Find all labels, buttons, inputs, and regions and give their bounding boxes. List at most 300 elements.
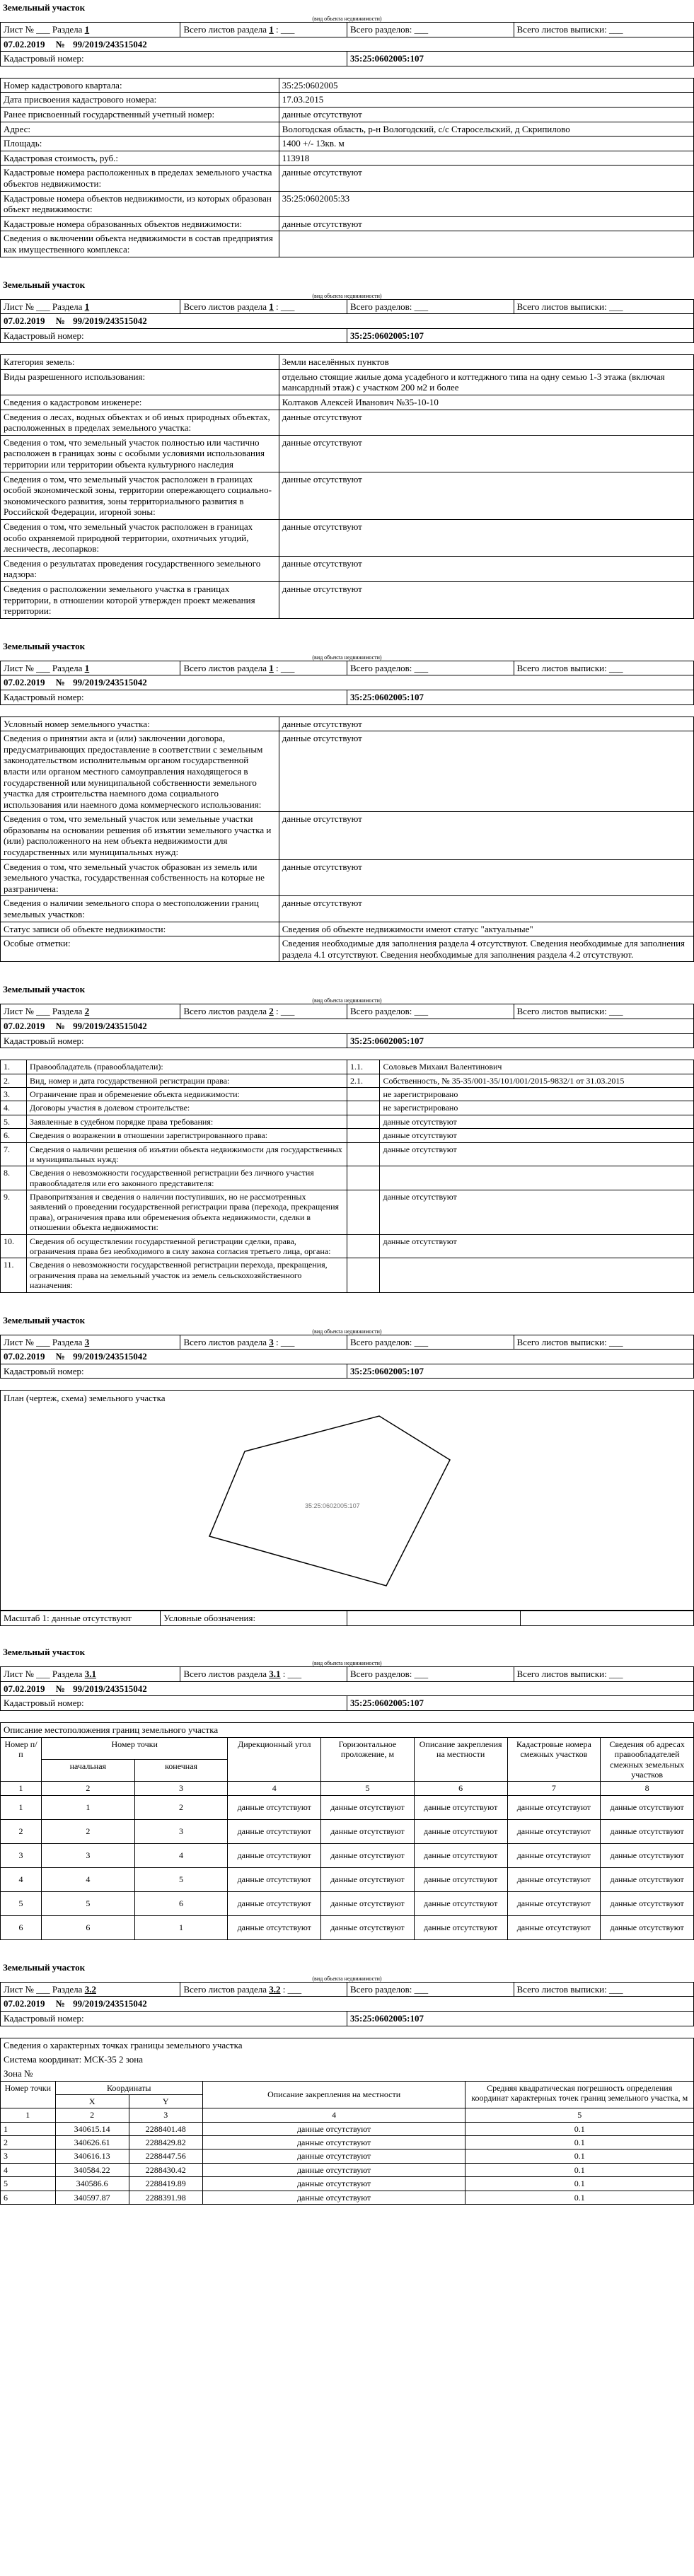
field-label: Сведения о принятии акта и (или) заключении договора, предусматривающих предоставление в соответствии с земельным законодательством исполнительным органом государственной власти или органом местного самоуправления находящегося в государственной или муниципальной собственности земельного участка для строительства наемного дома социального использования или наемного дома коммерческого использования:: [1, 731, 279, 812]
table-row: [1, 1234, 694, 1258]
section-label: Раздела: [52, 1336, 83, 1347]
section-label: Раздела: [52, 1983, 83, 1995]
table-cell: данные отсутствуют: [202, 2136, 465, 2149]
table-cell: данные отсутствуют: [601, 1819, 694, 1843]
sheet-label: Лист №: [4, 1006, 34, 1017]
column-header: Кадастровые номера смежных участков: [507, 1737, 601, 1782]
table-cell: 340584.22: [55, 2163, 129, 2176]
extract-date: 07.02.2019: [4, 1021, 45, 1031]
table-cell: данные отсутствуют: [228, 1915, 321, 1939]
section-header: [0, 639, 694, 716]
table-cell: 1: [1, 2122, 56, 2135]
sheet-blank: ___: [36, 1983, 50, 1995]
table-cell: данные отсутствуют: [414, 1843, 507, 1867]
sheet-label: Лист №: [4, 1336, 34, 1347]
object-type-caption: (вид объекта недвижимости): [312, 1975, 382, 1982]
section-header: [0, 1313, 694, 1391]
section-header: [0, 1644, 694, 1722]
row-number: 6.: [1, 1129, 27, 1142]
blank: ___: [608, 1006, 623, 1017]
table-row: [1, 191, 694, 216]
cadastral-number: 35:25:0602005:107: [347, 328, 693, 343]
table-cell: данные отсутствуют: [414, 1915, 507, 1939]
blank: ___: [608, 1668, 623, 1679]
total-sections-label: Всего разделов:: [349, 24, 412, 35]
sub-number: [347, 1101, 379, 1115]
total-extract-sheets-label: Всего листов выписки:: [516, 1983, 607, 1995]
field-value: отдельно стоящие жилые дома усадебного и коттеджного типа на одну семью 1-3 этажа (включая мансардный этаж) с участком 200 м2 и более: [279, 369, 693, 395]
total-section-sheets: 3.2: [269, 1983, 281, 1995]
sheet-blank: ___: [36, 662, 50, 673]
table-cell: данные отсутствуют: [601, 1795, 694, 1819]
object-type-caption: (вид объекта недвижимости): [312, 654, 382, 661]
table-cell: данные отсутствуют: [414, 1867, 507, 1891]
points-header: [0, 2038, 694, 2081]
table-cell: 2: [1, 1819, 42, 1843]
blank: ___: [280, 24, 295, 35]
table-row: [1, 1087, 694, 1101]
total-extract-sheets-label: Всего листов выписки:: [516, 24, 607, 35]
section-label: Раздела: [52, 301, 83, 312]
blank: ___: [414, 301, 429, 312]
column-number: 4: [228, 1782, 321, 1795]
field-value: данные отсутствуют: [279, 716, 693, 731]
field-label: Сведения о том, что земельный участок расположен в границах особо охраняемой природной территории, охотничьих угодий, лесничеств, лесопарков:: [1, 520, 279, 557]
field-value: данные отсутствуют: [380, 1142, 694, 1166]
field-label: Сведения о лесах, водных объектах и об иных природных объектах, расположенных в пределах земельного участка:: [1, 410, 279, 435]
field-label: Сведения о возражении в отношении зарегистрированного права:: [27, 1129, 347, 1142]
section-header: [0, 982, 694, 1060]
total-sections-label: Всего разделов:: [349, 1983, 412, 1995]
table-cell: данные отсутствуют: [601, 1867, 694, 1891]
table-cell: 2288419.89: [129, 2177, 202, 2191]
table-row: [1, 936, 694, 962]
column-number: 2: [42, 1782, 135, 1795]
field-label: Кадастровые номера объектов недвижимости, из которых образован объект недвижимости:: [1, 191, 279, 216]
plan-title: План (чертеж, схема) земельного участка: [4, 1393, 166, 1404]
field-label: Сведения об осуществлении государственной регистрации сделки, права, ограничения права без необходимого в силу закона согласия третьего лица, органа:: [27, 1234, 347, 1258]
column-number: 2: [55, 2108, 129, 2122]
sheet-blank: ___: [36, 24, 50, 35]
table-cell: данные отсутствуют: [321, 1867, 415, 1891]
table-title: Описание местоположения границ земельного участка: [0, 1722, 694, 1737]
cadastral-label: Кадастровый номер:: [1, 1033, 347, 1048]
table-cell: данные отсутствуют: [228, 1843, 321, 1867]
sheet-blank: ___: [36, 1668, 50, 1679]
section-label: Раздела: [52, 1006, 83, 1017]
table-cell: данные отсутствуют: [414, 1795, 507, 1819]
table-row: [1, 556, 694, 581]
table-cell: данные отсутствуют: [321, 1795, 415, 1819]
table-row: [1, 1142, 694, 1166]
field-label: Правопритязания и сведения о наличии поступивших, но не рассмотренных заявлений о проведении государственной регистрации права (перехода, прекращения права), ограничения права или обременения объекта недвижимости, сделки в отношении объекта недвижимости:: [27, 1190, 347, 1235]
registration-number: 99/2019/243515042: [73, 1021, 147, 1031]
field-label: Сведения о том, что земельный участок образован из земель или земельного участка, государственная собственность на которые не разграничена:: [1, 859, 279, 896]
table-cell: данные отсутствуют: [601, 1891, 694, 1915]
table-row: [1, 1129, 694, 1142]
sub-number: [347, 1166, 379, 1190]
info-table: [0, 78, 694, 257]
column-number: 7: [507, 1782, 601, 1795]
extract-date: 07.02.2019: [4, 315, 45, 327]
field-value: Собственность, № 35-35/001-35/101/001/2015-9832/1 от 31.03.2015: [380, 1074, 694, 1087]
extract-date: 07.02.2019: [4, 1998, 45, 2009]
table-row: [1, 812, 694, 859]
sheet-info-table: Лист № ___ Раздела 1 Всего листов раздела 1 : ___ Всего разделов: ___ Всего листов выписки: ___ 07.02.2019 № 99/2019/243515042 Кадастровый номер: 35:25:0602005:107: [0, 661, 694, 705]
table-row: [1, 2136, 694, 2149]
field-value: 35:25:0602005:33: [279, 191, 693, 216]
table-cell: 340615.14: [55, 2122, 129, 2135]
table-row: [1, 1258, 694, 1292]
table-cell: 1: [134, 1915, 228, 1939]
sub-number: [347, 1190, 379, 1235]
blank: ___: [280, 1006, 295, 1017]
number-sign: №: [55, 1021, 65, 1031]
column-subheader: начальная: [42, 1760, 135, 1782]
field-label: Кадастровые номера расположенных в пределах земельного участка объектов недвижимости:: [1, 166, 279, 191]
field-label: Условный номер земельного участка:: [1, 716, 279, 731]
cadastral-label: Кадастровый номер:: [1, 52, 347, 66]
column-header: Дирекционный угол: [228, 1737, 321, 1782]
field-value: данные отсутствуют: [279, 859, 693, 896]
table-row: [1, 896, 694, 922]
table-cell: 5: [42, 1891, 135, 1915]
table-cell: 0.1: [465, 2136, 694, 2149]
row-number: 2.: [1, 1074, 27, 1087]
table-cell: 2288430.42: [129, 2163, 202, 2176]
registration-number: 99/2019/243515042: [73, 1351, 147, 1362]
table-cell: 3: [1, 1843, 42, 1867]
info-table: [0, 716, 694, 963]
row-number: 1.: [1, 1060, 27, 1074]
table-row: [1, 137, 694, 151]
section-title: Земельный участок: [3, 2, 86, 13]
table-cell: данные отсутствуют: [601, 1915, 694, 1939]
field-label: Особые отметки:: [1, 936, 279, 962]
field-label: Ранее присвоенный государственный учетный номер:: [1, 107, 279, 122]
blank: ___: [608, 1983, 623, 1995]
table-cell: данные отсутствуют: [414, 1891, 507, 1915]
table-row: [1, 1867, 694, 1891]
plan-drawing: [1, 1409, 693, 1607]
table-row: [1, 1795, 694, 1819]
field-label: Договоры участия в долевом строительстве:: [27, 1101, 347, 1115]
table-row: [1, 581, 694, 618]
table-cell: данные отсутствуют: [321, 1915, 415, 1939]
table-row: [1, 2163, 694, 2176]
column-header: Описание закрепления на местности: [202, 2081, 465, 2108]
table-row: [1, 1101, 694, 1115]
section-title: Земельный участок: [3, 279, 86, 290]
field-label: Сведения о кадастровом инженере:: [1, 395, 279, 410]
table-cell: 4: [1, 2163, 56, 2176]
table-row: [1, 1166, 694, 1190]
field-value: данные отсутствуют: [279, 107, 693, 122]
cadastral-number: 35:25:0602005:107: [347, 1696, 693, 1711]
table-cell: 4: [134, 1843, 228, 1867]
table-row: [1, 716, 694, 731]
field-value: 1400 +/- 13кв. м: [279, 137, 693, 151]
table-row: [1, 859, 694, 896]
cadastral-label: Кадастровый номер:: [1, 1696, 347, 1711]
section-label: Раздела: [52, 662, 83, 673]
registration-number: 99/2019/243515042: [73, 38, 147, 50]
blank: ___: [608, 301, 623, 312]
table-cell: данные отсутствуют: [202, 2177, 465, 2191]
blank: ___: [414, 1668, 429, 1679]
column-header: Номер точки: [42, 1737, 228, 1759]
cadastral-number: 35:25:0602005:107: [347, 1033, 693, 1048]
extract-date: 07.02.2019: [4, 38, 45, 50]
section-number: 2: [84, 1006, 90, 1017]
section-number: 1: [84, 24, 90, 35]
total-section-sheets: 1: [269, 662, 274, 673]
field-value: 17.03.2015: [279, 93, 693, 108]
sub-number: [347, 1258, 379, 1292]
table-cell: данные отсутствуют: [321, 1843, 415, 1867]
table-cell: 2288391.98: [129, 2191, 202, 2204]
table-row: [1, 2177, 694, 2191]
row-number: 5.: [1, 1115, 27, 1128]
field-label: Площадь:: [1, 137, 279, 151]
extract-date: 07.02.2019: [4, 1683, 45, 1694]
sub-number: [347, 1129, 379, 1142]
total-sections-label: Всего разделов:: [349, 1668, 412, 1679]
table-cell: 4: [1, 1867, 42, 1891]
section-number: 3.2: [84, 1983, 96, 1995]
field-label: Вид, номер и дата государственной регистрации права:: [27, 1074, 347, 1087]
field-label: Номер кадастрового квартала:: [1, 78, 279, 93]
section-number: 3: [84, 1336, 90, 1347]
field-value: данные отсутствуют: [279, 581, 693, 618]
column-subheader: X: [55, 2094, 129, 2108]
blank: ___: [414, 662, 429, 673]
table-row: [1, 1915, 694, 1939]
blank: ___: [414, 1006, 429, 1017]
table-row: [1, 107, 694, 122]
field-value: [380, 1166, 694, 1190]
total-sections-label: Всего разделов:: [349, 662, 412, 673]
field-label: Правообладатель (правообладатели):: [27, 1060, 347, 1074]
parcel-label: 35:25:0602005:107: [305, 1502, 360, 1510]
table-cell: 2288429.82: [129, 2136, 202, 2149]
table-cell: 0.1: [465, 2122, 694, 2135]
section-title: Земельный участок: [3, 1961, 86, 1973]
object-type-caption: (вид объекта недвижимости): [312, 16, 382, 22]
field-label: Заявленные в судебном порядке права требования:: [27, 1115, 347, 1128]
total-sections-label: Всего разделов:: [349, 1006, 412, 1017]
section-header: [0, 277, 694, 355]
blank: ___: [414, 1336, 429, 1347]
table-row: [1, 472, 694, 519]
table-cell: 6: [1, 2191, 56, 2204]
field-value: данные отсутствуют: [279, 520, 693, 557]
table-cell: данные отсутствуют: [507, 1891, 601, 1915]
table-cell: 2: [134, 1795, 228, 1819]
field-label: Виды разрешенного использования:: [1, 369, 279, 395]
table-cell: 1: [1, 1795, 42, 1819]
sheet-label: Лист №: [4, 24, 34, 35]
sheet-blank: ___: [36, 1336, 50, 1347]
object-type-caption: (вид объекта недвижимости): [312, 997, 382, 1004]
table-cell: 3: [134, 1819, 228, 1843]
field-value: данные отсутствуют: [380, 1129, 694, 1142]
field-label: Дата присвоения кадастрового номера:: [1, 93, 279, 108]
table-cell: 5: [134, 1867, 228, 1891]
table-cell: 340626.61: [55, 2136, 129, 2149]
sheet-info-table: Лист № ___ Раздела 1 Всего листов раздела 1 : ___ Всего разделов: ___ Всего листов выписки: ___ 07.02.2019 № 99/2019/243515042 Кадастровый номер: 35:25:0602005:107: [0, 299, 694, 344]
registration-number: 99/2019/243515042: [73, 315, 147, 327]
table-cell: 0.1: [465, 2191, 694, 2204]
field-value: 113918: [279, 151, 693, 166]
table-row: [1, 93, 694, 108]
field-value: Сведения необходимые для заполнения раздела 4 отсутствуют. Сведения необходимые для заполнения раздела 4.1 отсутствуют. Сведения необходимые для заполнения раздела 4.2 отсутствуют.: [279, 936, 693, 962]
column-number: 3: [129, 2108, 202, 2122]
cadastral-label: Кадастровый номер:: [1, 328, 347, 343]
cadastral-label: Кадастровый номер:: [1, 2011, 347, 2026]
field-value: данные отсутствуют: [279, 731, 693, 812]
section-number: 3.1: [84, 1668, 96, 1679]
table-cell: 2288447.56: [129, 2149, 202, 2163]
field-value: Соловьев Михаил Валентинович: [380, 1060, 694, 1074]
field-value: [279, 231, 693, 257]
row-number: 8.: [1, 1166, 27, 1190]
table-row: [1, 2191, 694, 2204]
total-section-sheets-label: Всего листов раздела: [183, 1006, 267, 1017]
total-sections-label: Всего разделов:: [349, 301, 412, 312]
table-cell: 5: [1, 1891, 42, 1915]
table-row: [1, 369, 694, 395]
total-section-sheets-label: Всего листов раздела: [183, 301, 267, 312]
field-value: не зарегистрировано: [380, 1087, 694, 1101]
table-cell: 3: [1, 2149, 56, 2163]
table-cell: 0.1: [465, 2149, 694, 2163]
table-row: [1, 1843, 694, 1867]
table-cell: данные отсутствуют: [321, 1891, 415, 1915]
section-title: Земельный участок: [3, 640, 86, 651]
blank: ___: [287, 1983, 302, 1995]
cadastral-number: 35:25:0602005:107: [347, 2011, 693, 2026]
object-type-caption: (вид объекта недвижимости): [312, 292, 382, 299]
field-label: Адрес:: [1, 122, 279, 137]
section-number: 1: [84, 662, 90, 673]
field-value: Вологодская область, р-н Вологодский, с/с Старосельский, д Скрипилово: [279, 122, 693, 137]
total-section-sheets-label: Всего листов раздела: [183, 1336, 267, 1347]
total-extract-sheets-label: Всего листов выписки:: [516, 1668, 607, 1679]
table-cell: данные отсутствуют: [507, 1867, 601, 1891]
field-value: данные отсутствуют: [279, 410, 693, 435]
cadastral-number: 35:25:0602005:107: [347, 1364, 693, 1379]
section-label: Раздела: [52, 24, 83, 35]
blank: ___: [608, 662, 623, 673]
cadastral-number: 35:25:0602005:107: [347, 52, 693, 66]
column-header: Номер п/п: [1, 1737, 42, 1782]
field-value: Колтаков Алексей Иванович №35-10-10: [279, 395, 693, 410]
column-number: 3: [134, 1782, 228, 1795]
section-title: Земельный участок: [3, 984, 86, 995]
field-label: Сведения о невозможности государственной регистрации перехода, прекращения, ограничения права на земельный участок из земель сельскохозяйственного назначения:: [27, 1258, 347, 1292]
table-cell: данные отсутствуют: [414, 1819, 507, 1843]
sub-number: 1.1.: [347, 1060, 379, 1074]
plan-scale: Масштаб 1: данные отсутствуют: [1, 1611, 161, 1626]
zone-number: Зона №: [4, 2067, 33, 2079]
column-header: Координаты: [55, 2081, 202, 2094]
table-cell: 4: [42, 1867, 135, 1891]
sub-number: [347, 1087, 379, 1101]
table-cell: данные отсутствуют: [228, 1867, 321, 1891]
registration-number: 99/2019/243515042: [73, 1683, 147, 1694]
table-cell: 2288401.48: [129, 2122, 202, 2135]
column-number: 8: [601, 1782, 694, 1795]
table-cell: 6: [42, 1915, 135, 1939]
column-header: Сведения об адресах правообладателей смежных земельных участков: [601, 1737, 694, 1782]
field-label: Сведения о том, что земельный участок расположен в границах особой экономической зоны, территории опережающего социально-экономического развития, зоны территориального развития в Российской Федерации, игорной зоны:: [1, 472, 279, 519]
coordinate-system: Система координат: МСК-35 2 зона: [4, 2053, 144, 2065]
table-cell: 340597.87: [55, 2191, 129, 2204]
field-label: Категория земель:: [1, 355, 279, 370]
section-header: [0, 0, 694, 78]
sheet-info-table: Лист № ___ Раздела 1 Всего листов раздела 1 : ___ Всего разделов: ___ Всего листов выписки: ___ 07.02.2019 № 99/2019/243515042 Кадастровый номер: 35:25:0602005:107: [0, 22, 694, 66]
table-cell: 0.1: [465, 2177, 694, 2191]
parcel-boundary: [209, 1416, 450, 1586]
row-number: 7.: [1, 1142, 27, 1166]
blank: ___: [414, 24, 429, 35]
table-row: [1, 2122, 694, 2135]
field-label: Сведения о наличии земельного спора о местоположении границ земельных участков:: [1, 896, 279, 922]
info-table: [0, 354, 694, 618]
number-sign: №: [55, 677, 65, 688]
object-type-caption: (вид объекта недвижимости): [312, 1659, 382, 1666]
field-value: данные отсутствуют: [279, 435, 693, 472]
field-value: Земли населённых пунктов: [279, 355, 693, 370]
extract-date: 07.02.2019: [4, 1351, 45, 1362]
number-sign: №: [55, 38, 65, 50]
field-label: Сведения о том, что земельный участок полностью или частично расположен в границах зоны с особыми условиями использования территории или территории объекта культурного наследия: [1, 435, 279, 472]
table-cell: 6: [134, 1891, 228, 1915]
sheet-info-table: Лист № ___ Раздела 3 Всего листов раздела 3 : ___ Всего разделов: ___ Всего листов выписки: ___ 07.02.2019 № 99/2019/243515042 Кадастровый номер: 35:25:0602005:107: [0, 1335, 694, 1379]
field-value: Сведения об объекте недвижимости имеют статус "актуальные": [279, 922, 693, 936]
blank: ___: [280, 1336, 295, 1347]
field-value: не зарегистрировано: [380, 1101, 694, 1115]
column-header: Описание закрепления на местности: [414, 1737, 507, 1782]
table-cell: 3: [42, 1843, 135, 1867]
column-number: 1: [1, 2108, 56, 2122]
cadastral-number: 35:25:0602005:107: [347, 690, 693, 704]
table-cell: 2: [42, 1819, 135, 1843]
column-subheader: конечная: [134, 1760, 228, 1782]
cadastral-label: Кадастровый номер:: [1, 690, 347, 704]
field-label: Кадастровые номера образованных объектов недвижимости:: [1, 216, 279, 231]
field-value: данные отсутствуют: [279, 472, 693, 519]
column-number: 5: [465, 2108, 694, 2122]
row-number: 4.: [1, 1101, 27, 1115]
table-row: [1, 166, 694, 191]
number-sign: №: [55, 1683, 65, 1694]
table-cell: данные отсутствуют: [507, 1843, 601, 1867]
column-header: Горизонтальное проложение, м: [321, 1737, 415, 1782]
table-cell: данные отсутствуют: [601, 1843, 694, 1867]
table-title: Сведения о характерных точках границы земельного участка: [4, 2039, 243, 2050]
land-plan: [0, 1390, 694, 1611]
field-value: данные отсутствуют: [279, 166, 693, 191]
row-number: 11.: [1, 1258, 27, 1292]
total-extract-sheets-label: Всего листов выписки:: [516, 662, 607, 673]
number-sign: №: [55, 1351, 65, 1362]
field-value: данные отсутствуют: [380, 1115, 694, 1128]
total-section-sheets: 2: [269, 1006, 274, 1017]
table-cell: 0.1: [465, 2163, 694, 2176]
sheet-label: Лист №: [4, 1983, 34, 1995]
